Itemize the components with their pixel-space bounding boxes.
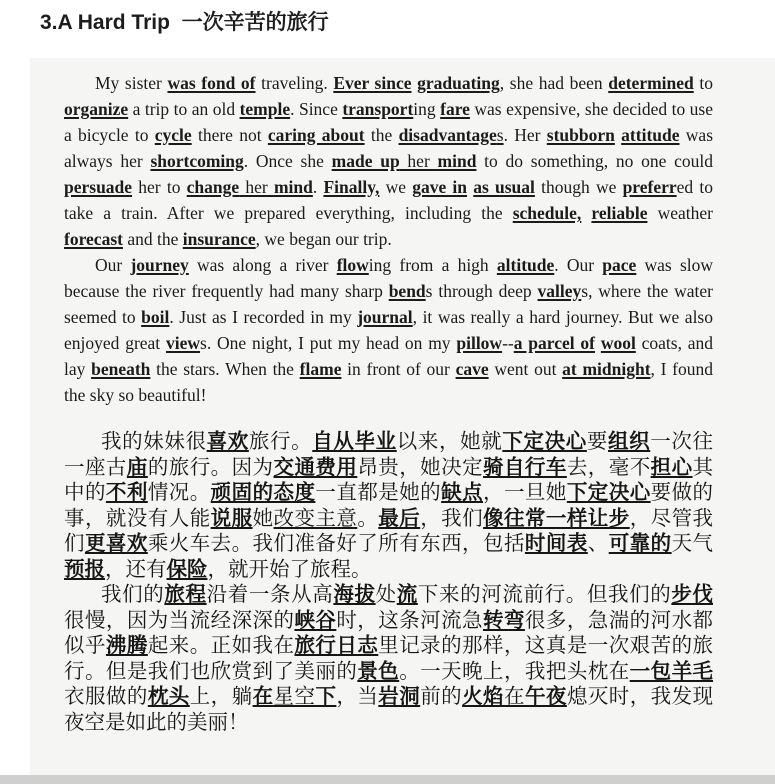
plain-text: her to	[132, 177, 187, 197]
plain-text: 其中的	[64, 454, 714, 504]
plain-text: Our	[95, 255, 131, 275]
highlighted-term: 转弯	[483, 607, 525, 632]
plain-text: was slow because the river frequently had many sharp	[64, 255, 714, 301]
plain-text: 。	[357, 505, 379, 530]
highlighted-term: 下定决心	[502, 429, 587, 453]
plain-text: , she had been	[499, 73, 609, 93]
plain-text: 前的	[420, 684, 463, 708]
highlighted-term: 旅行日志	[294, 633, 379, 657]
plain-text: went out	[488, 359, 563, 379]
plain-text: 情况。	[147, 480, 211, 504]
plain-text	[581, 203, 591, 223]
plain-text: ed to take a train. After we prepared everything, including the	[64, 177, 713, 223]
plain-text: and the	[122, 229, 183, 249]
highlighted-term: 顽固的态度	[210, 480, 316, 504]
highlighted-term: 午夜	[524, 684, 567, 708]
plain-text: , it was really a hard journey. But we also enjoyed great	[64, 307, 713, 353]
highlighted-term: 自从毕业	[312, 429, 397, 453]
document-body	[30, 58, 775, 775]
highlighted-term: mind	[437, 151, 477, 171]
highlighted-term: 火焰	[462, 684, 505, 708]
highlighted-term: 保险	[166, 556, 208, 581]
highlighted-term: 沸腾	[105, 633, 148, 657]
highlighted-term: forecast	[64, 229, 123, 249]
highlighted-term: graduating	[417, 73, 500, 93]
highlighted-term: view	[165, 333, 201, 353]
highlighted-term: determined	[608, 73, 694, 93]
plain-text: , I found the sky so beautiful!	[64, 359, 713, 405]
plain-text: . Our	[554, 255, 603, 275]
plain-text: ，尽管我们	[64, 505, 714, 555]
highlighted-term: change	[186, 177, 240, 197]
plain-text: , we began our trip.	[255, 229, 392, 249]
chinese-paragraph-2	[64, 582, 713, 735]
plain-text: 时，这条河流急	[336, 607, 484, 632]
highlighted-term: persuade	[64, 177, 133, 197]
plain-text: the stars. When the	[150, 359, 300, 379]
highlighted-term: 骑自行车	[483, 454, 567, 479]
highlighted-term: Ever since	[333, 73, 412, 93]
plain-text: --	[502, 333, 514, 353]
highlighted-term: preferr	[622, 177, 677, 197]
plain-text: 处	[375, 582, 397, 606]
plain-text: 。一天晚上，我把头枕在	[399, 658, 630, 683]
highlighted-term: a parcel of	[513, 333, 595, 353]
plain-text: 天气	[671, 531, 714, 555]
chinese-paragraph-1	[64, 429, 713, 582]
plain-text: we	[379, 177, 413, 197]
plain-text: . Once she	[243, 151, 332, 171]
plain-text: . Since	[290, 99, 343, 119]
plain-text: 乘火车去。我们准备好了所有东西，包括	[147, 531, 525, 555]
plain-text: . Just as I recorded in my	[169, 307, 358, 327]
highlighted-term: schedule,	[512, 203, 582, 223]
plain-text: traveling.	[255, 73, 334, 93]
plain-text: ，我们	[420, 505, 484, 530]
highlighted-term: 步伐	[671, 582, 713, 606]
highlighted-term: 可靠的	[608, 531, 672, 555]
highlighted-term: valley	[537, 281, 582, 301]
highlighted-term: flame	[299, 359, 342, 379]
plain-text: 起来。正如我在	[147, 633, 295, 657]
plain-text: though we	[534, 177, 623, 197]
plain-text: there not	[191, 125, 268, 145]
plain-text: s, where the water seemed to	[64, 281, 713, 327]
highlighted-term: cycle	[154, 125, 192, 145]
plain-text: 很慢，因为当流经深深的	[64, 607, 295, 632]
highlighted-term: altitude	[496, 255, 555, 275]
plain-text: 昂贵，她决定	[357, 454, 484, 479]
highlighted-term: 峡谷	[294, 607, 337, 632]
highlighted-term: flow	[336, 255, 369, 275]
highlighted-term: 在	[252, 684, 274, 708]
plain-text: was along a river	[188, 255, 337, 275]
highlighted-term: 流	[396, 582, 418, 606]
highlighted-term: 庙	[126, 454, 148, 479]
plain-text: . Her	[503, 125, 547, 145]
highlighted-term: gave in	[412, 177, 468, 197]
plain-text: ，当	[336, 684, 379, 708]
highlighted-term: reliable	[591, 203, 648, 223]
highlighted-term: 景色	[357, 658, 400, 683]
highlighted-term: her	[399, 151, 438, 171]
highlighted-term: 交通费用	[273, 454, 358, 479]
highlighted-term: 星空	[273, 684, 316, 708]
highlighted-term: 一包羊毛	[629, 658, 714, 683]
highlighted-term: 下定决心	[566, 480, 651, 504]
english-paragraph-1	[64, 70, 713, 252]
highlighted-term: boil	[141, 307, 170, 327]
plain-text: 她	[252, 505, 274, 530]
highlighted-term: 组织	[608, 429, 651, 453]
highlighted-term: temple	[239, 99, 291, 119]
highlighted-term: journey	[130, 255, 189, 275]
highlighted-term: insurance	[182, 229, 256, 249]
highlighted-term: organize	[64, 99, 129, 119]
plain-text: ing	[413, 99, 441, 119]
plain-text: a trip to an old	[128, 99, 240, 119]
highlighted-term: journal	[357, 307, 413, 327]
english-paragraph-2	[64, 252, 713, 408]
highlighted-term: 枕头	[147, 684, 190, 708]
highlighted-term: stubborn	[546, 125, 615, 145]
plain-text: in front of our	[341, 359, 456, 379]
highlighted-term: 说服	[210, 505, 253, 530]
highlighted-term: s	[496, 125, 504, 145]
highlighted-term: mind	[273, 177, 313, 197]
highlighted-term: Finally,	[323, 177, 380, 197]
highlighted-term: 不利	[105, 480, 148, 504]
plain-text: .	[312, 177, 324, 197]
plain-text: to do something, no one could	[476, 151, 713, 171]
plain-text: 下来的河流前行。但我们的	[417, 582, 672, 606]
highlighted-term: fare	[440, 99, 470, 119]
plain-text: 我的妹妹很	[101, 429, 207, 453]
plain-text: My sister	[95, 73, 168, 93]
plain-text: s. One night, I put my head on my	[200, 333, 457, 353]
highlighted-term: 预报	[64, 556, 105, 581]
highlighted-term: 改变主意	[273, 505, 358, 530]
plain-text: was always her	[64, 125, 714, 171]
plain-text: 旅行。	[248, 429, 313, 453]
plain-text: 熄灭时，我发现夜空是如此的美丽！	[64, 684, 714, 734]
highlighted-term: 海拔	[333, 582, 376, 606]
plain-text: 去，毫不	[566, 454, 651, 479]
plain-text: 里记录的那样，这真是一次艰苦的旅行。但是我们也欣赏到了美丽的	[64, 633, 714, 683]
highlighted-term: at midnight	[562, 359, 651, 379]
plain-text: 上，躺	[189, 684, 253, 708]
highlighted-term: 时间表	[524, 531, 588, 555]
plain-text: 以来，她就	[396, 429, 503, 453]
highlighted-term: transport	[342, 99, 414, 119]
highlighted-term: caring about	[267, 125, 365, 145]
highlighted-term: was fond of	[167, 73, 256, 93]
plain-text: 一直都是她的	[315, 480, 442, 504]
highlighted-term: disadvantage	[398, 125, 497, 145]
highlighted-term: wool	[600, 333, 636, 353]
highlighted-term: cave	[455, 359, 489, 379]
text-column	[64, 70, 713, 735]
highlighted-term: 最后	[378, 505, 421, 530]
plain-text: coats, and lay	[64, 333, 714, 379]
plain-text: weather	[647, 203, 713, 223]
plain-text: was expensive, she decided to use a bicycle to	[64, 99, 713, 145]
plain-text: to	[693, 73, 713, 93]
plain-text: 的旅行。因为	[147, 454, 274, 479]
highlighted-term: 更喜欢	[84, 531, 148, 555]
highlighted-term: pillow	[456, 333, 503, 353]
plain-text: ，还有	[105, 556, 167, 581]
highlighted-term: 在	[504, 684, 525, 708]
plain-text: 我们的	[101, 582, 165, 606]
plain-text: ing from a high	[368, 255, 497, 275]
document-title: 3.A Hard Trip 一次辛苦的旅行	[40, 11, 329, 34]
plain-text: the	[364, 125, 399, 145]
plain-text: 要	[586, 429, 608, 453]
highlighted-term: 喜欢	[206, 429, 249, 453]
highlighted-term: pace	[602, 255, 637, 275]
plain-text: 沿着一条从高	[206, 582, 334, 606]
plain-text: s through deep	[425, 281, 538, 301]
highlighted-term: beneath	[91, 359, 151, 379]
plain-text: 、	[587, 531, 609, 555]
plain-text: 衣服做的	[64, 684, 148, 708]
highlighted-term: made up	[331, 151, 400, 171]
plain-text: ，一旦她	[483, 480, 567, 504]
highlighted-term: bend	[388, 281, 426, 301]
highlighted-term: 担心	[650, 454, 693, 479]
highlighted-term: 岩洞	[378, 684, 421, 708]
highlighted-term: 缺点	[441, 480, 484, 504]
highlighted-term: her	[239, 177, 274, 197]
highlighted-term: 像往常一样让步	[483, 505, 630, 530]
plain-text: ，就开始了旅程。	[207, 556, 372, 581]
plain-text: 一次往一座古	[64, 429, 713, 479]
highlighted-term: attitude	[621, 125, 680, 145]
plain-text: 很多，急湍的河水都似乎	[64, 607, 714, 657]
highlighted-term: shortcoming	[150, 151, 244, 171]
page-bottom-edge	[0, 775, 775, 784]
highlighted-term: as usual	[473, 177, 535, 197]
highlighted-term: 旅程	[164, 582, 207, 606]
plain-text: 要做的事，就没有人能	[64, 480, 714, 530]
highlighted-term: 下	[315, 684, 337, 708]
